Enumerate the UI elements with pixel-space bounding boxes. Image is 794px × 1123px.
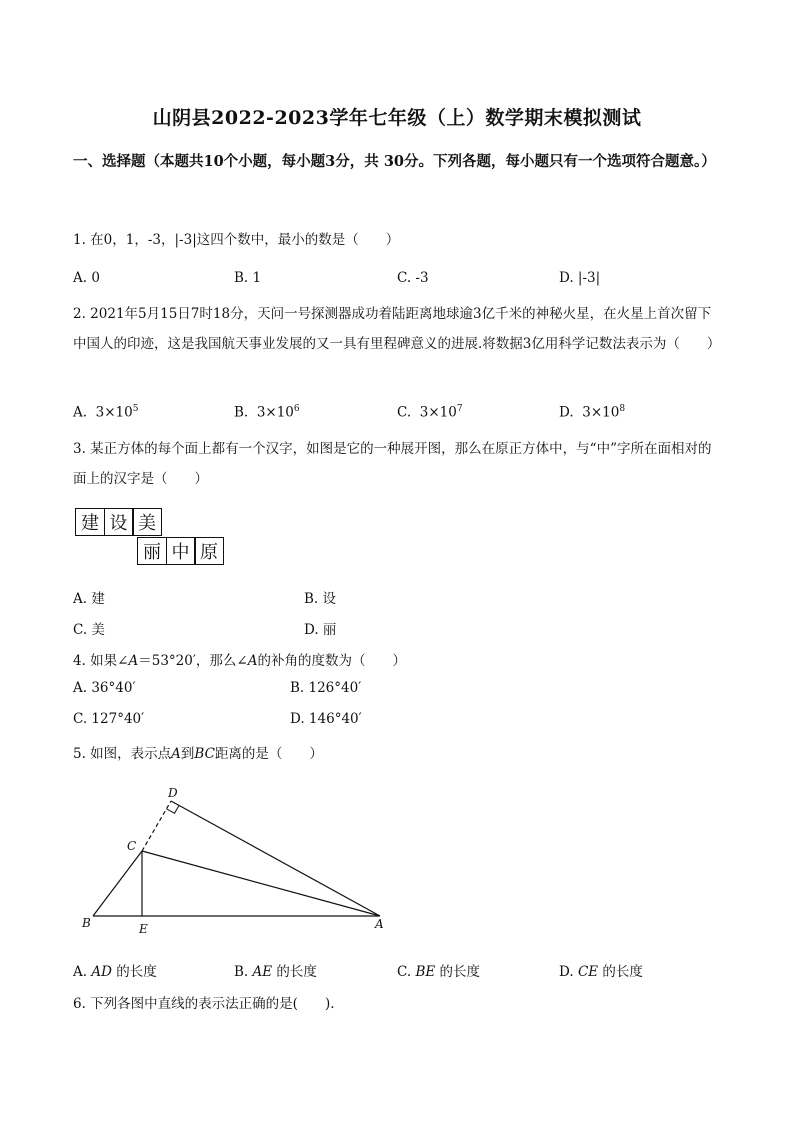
q4-option-b[interactable]: B. 126°40′ [290, 680, 362, 696]
segment-bc [93, 851, 142, 916]
label-d: D [168, 786, 178, 800]
q2-option-a[interactable]: A. $3\times 10^5$ [73, 404, 139, 421]
net-cell: 建 [75, 508, 105, 536]
q5-option-a[interactable]: A. AD 的长度 [73, 964, 157, 980]
segment-cd-dashed [142, 801, 171, 851]
net-cell: 丽 [137, 537, 167, 565]
q5-option-d[interactable]: D. CE 的长度 [559, 964, 643, 980]
q4-option-c[interactable]: C. 127°40′ [73, 711, 145, 727]
label-b: B [82, 916, 91, 930]
q2-option-b[interactable]: B. $3\times 10^6$ [234, 404, 300, 421]
q1-option-d[interactable]: D. |-3| [559, 270, 601, 286]
q4-option-d[interactable]: D. 146°40′ [290, 711, 362, 727]
section-heading: 一、选择题（本题共10个小题，每小题3分，共 30分。下列各题，每小题只有一个选项符合题意。） [73, 153, 716, 170]
net-cell: 设 [104, 508, 134, 536]
q3-option-d[interactable]: D. 丽 [304, 622, 337, 638]
q1-option-c[interactable]: C. -3 [397, 270, 429, 286]
q5-option-c[interactable]: C. BE 的长度 [397, 964, 481, 980]
label-a: A [375, 917, 384, 931]
page-title: 山阴县2022-2023学年七年级（上）数学期末模拟测试 [152, 107, 642, 129]
q2-option-c[interactable]: C. $3\times 10^7$ [397, 404, 463, 421]
q4-option-a[interactable]: A. 36°40′ [73, 680, 136, 696]
net-cell: 中 [166, 537, 196, 565]
triangle-figure [70, 775, 400, 945]
q3-option-a[interactable]: A. 建 [73, 591, 105, 607]
q2-option-d[interactable]: D. $3\times 10^8$ [559, 404, 626, 421]
cube-net-bottom-row [137, 537, 224, 565]
question-3-stem: 3. 某正方体的每个面上都有一个汉字，如图是它的一种展开图，那么在原正方体中，与“中”字所在面相对的面上的汉字是（ ） [73, 441, 712, 487]
net-cell: 美 [132, 508, 162, 536]
question-1-stem: 1. 在0，1，-3，|-3|这四个数中，最小的数是（ ） [73, 232, 400, 248]
net-cell: 原 [194, 537, 224, 565]
label-c: C [127, 839, 137, 853]
question-6-stem: 6. 下列各图中直线的表示法正确的是( ). [73, 996, 335, 1012]
segment-ca [142, 851, 380, 916]
q3-option-b[interactable]: B. 设 [304, 591, 337, 607]
label-e: E [139, 922, 148, 936]
q1-option-b[interactable]: B. 1 [234, 270, 262, 286]
q3-option-c[interactable]: C. 美 [73, 622, 105, 638]
q1-option-a[interactable]: A. 0 [73, 270, 100, 286]
question-5-stem: 5. 如图，表示点A到BC距离的是（ ） [73, 746, 323, 762]
q5-option-b[interactable]: B. AE 的长度 [234, 964, 317, 980]
question-2-stem: 2. 2021年5月15日7时18分，天问一号探测器成功着陆距离地球逾3亿千米的神秘火星，在火星上首次留下中国人的印迹，这是我国航天事业发展的又一具有里程碑意义的进展.将数据3亿用科学记数法表示为（ ） [73, 306, 721, 352]
segment-da [171, 801, 380, 916]
question-4-stem: 4. 如果∠A＝53°20′，那么∠A的补角的度数为（ ） [73, 653, 406, 669]
cube-net-top-row [75, 508, 162, 536]
